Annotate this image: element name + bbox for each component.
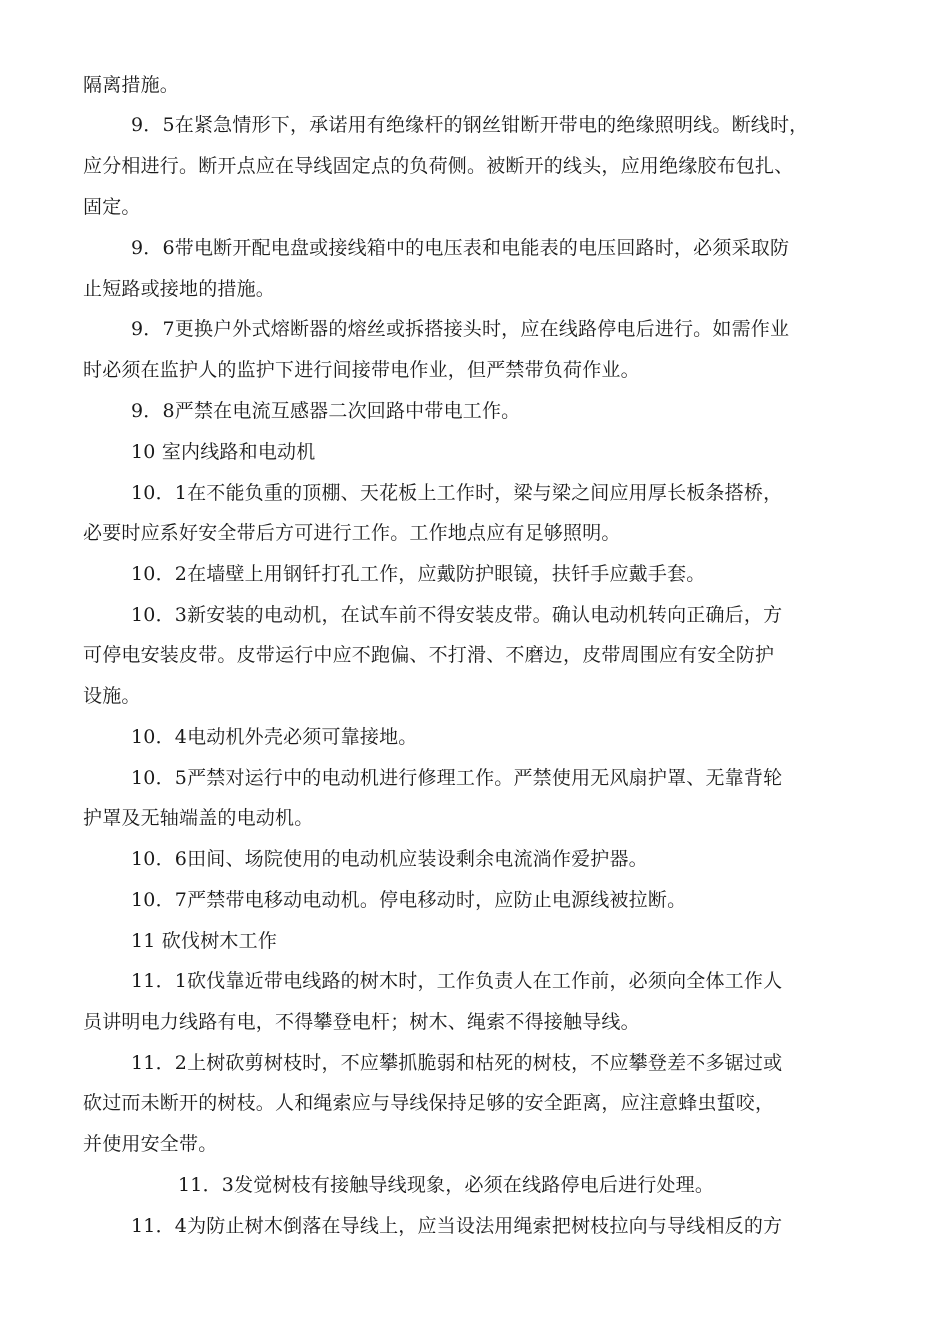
section-heading-10: 10 室内线路和电动机 <box>131 441 316 463</box>
clause-11-2: 11．2上树砍剪树枝时，不应攀抓脆弱和枯死的树枝，不应攀登差不多锯过或 <box>131 1052 783 1074</box>
clause-10-3: 10．3新安装的电动机，在试车前不得安装皮带。确认电动机转向正确后，方 <box>131 604 783 626</box>
clause-10-6: 10．6田间、场院使用的电动机应装设剩余电流淌作爱护器。 <box>131 848 648 870</box>
text-line: 设施。 <box>83 685 141 707</box>
text-line: 必要时应系好安全带后方可进行工作。工作地点应有足够照明。 <box>83 522 621 544</box>
text-line: 隔离措施。 <box>83 74 180 96</box>
clause-10-2: 10．2在墙壁上用钢钎打孔工作，应戴防护眼镜，扶钎手应戴手套。 <box>131 563 706 585</box>
clause-11-4: 11．4为防止树木倒落在导线上，应当设法用绳索把树枝拉向与导线相反的方 <box>131 1215 783 1237</box>
text-line: 可停电安装皮带。皮带运行中应不跑偏、不打滑、不磨边，皮带周围应有安全防护 <box>83 644 775 666</box>
clause-10-5: 10．5严禁对运行中的电动机进行修理工作。严禁使用无风扇护罩、无靠背轮 <box>131 767 783 789</box>
text-line: 止短路或接地的措施。 <box>83 278 276 300</box>
clause-9-6: 9．6带电断开配电盘或接线箱中的电压表和电能表的电压回路时，必须采取防 <box>131 237 790 259</box>
clause-10-1: 10．1在不能负重的顶棚、天花板上工作时，梁与梁之间应用厚长板条搭桥， <box>131 482 783 504</box>
clause-9-7: 9．7更换户外式熔断器的熔丝或拆搭接头时，应在线路停电后进行。如需作业 <box>131 318 790 340</box>
text-line: 固定。 <box>83 196 141 218</box>
section-heading-11: 11 砍伐树木工作 <box>131 930 278 952</box>
text-line: 并使用安全带。 <box>83 1133 218 1155</box>
text-line: 砍过而未断开的树枝。人和绳索应与导线保持足够的安全距离，应注意蜂虫蜇咬， <box>83 1092 775 1114</box>
clause-11-1: 11．1砍伐靠近带电线路的树木时，工作负责人在工作前，必须向全体工作人 <box>131 970 783 992</box>
text-line: 员讲明电力线路有电，不得攀登电杆；树木、绳索不得接触导线。 <box>83 1011 640 1033</box>
clause-10-7: 10．7严禁带电移动电动机。停电移动时，应防止电源线被拉断。 <box>131 889 687 911</box>
clause-9-5: 9．5在紧急情形下，承诺用有绝缘杆的钢丝钳断开带电的绝缘照明线。断线时， <box>131 114 809 136</box>
clause-11-3: 11．3发觉树枝有接触导线现象，必须在线路停电后进行处理。 <box>178 1174 715 1196</box>
text-line: 护罩及无轴端盖的电动机。 <box>83 807 314 829</box>
text-line: 应分相进行。断开点应在导线固定点的负荷侧。被断开的线头，应用绝缘胶布包扎、 <box>83 155 794 177</box>
text-line: 时必须在监护人的监护下进行间接带电作业，但严禁带负荷作业。 <box>83 359 640 381</box>
clause-10-4: 10．4电动机外壳必须可靠接地。 <box>131 726 418 748</box>
clause-9-8: 9．8严禁在电流互感器二次回路中带电工作。 <box>131 400 521 422</box>
